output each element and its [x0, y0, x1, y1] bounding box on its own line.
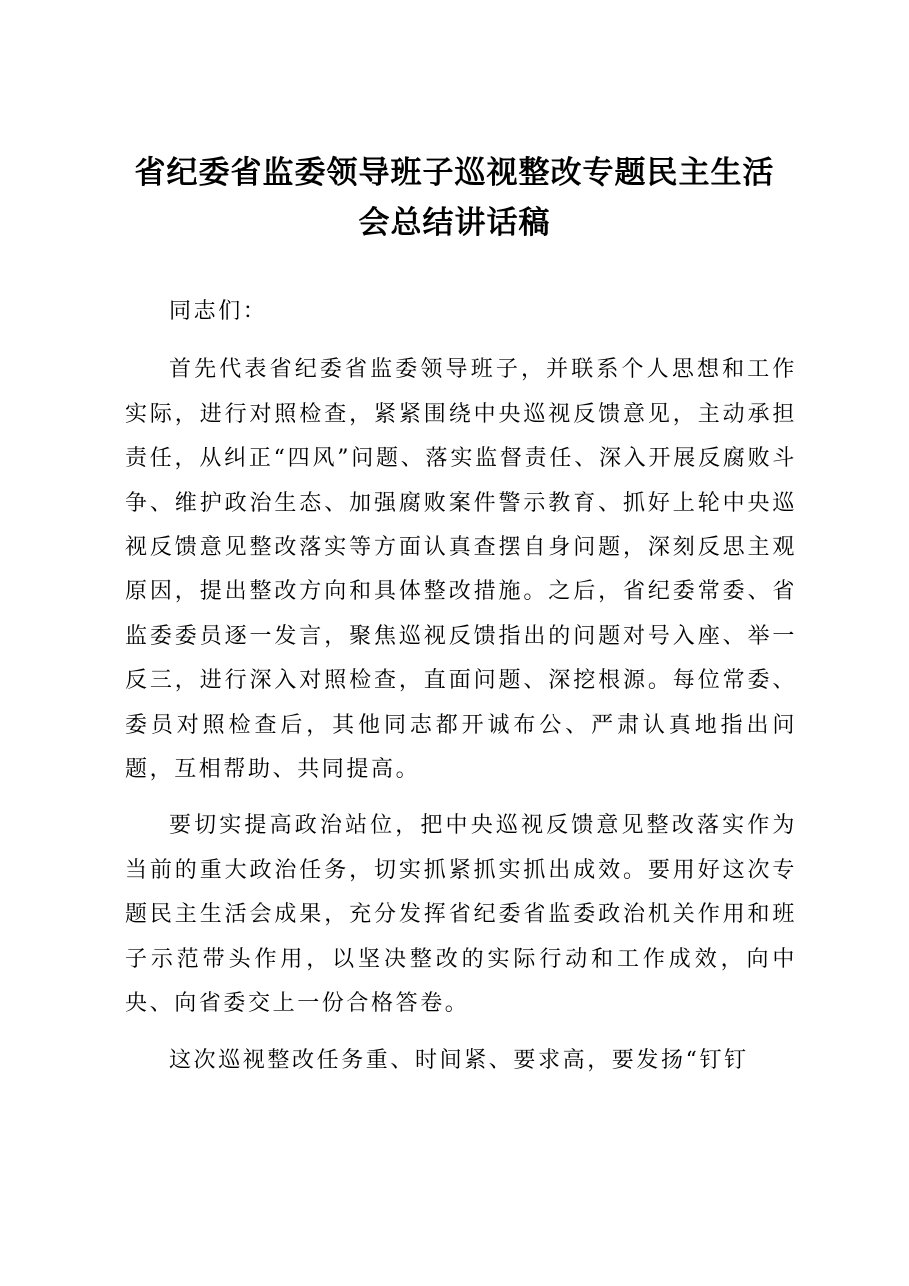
- document-title: 省纪委省监委领导班子巡视整改专题民主生活 会总结讲话稿: [134, 155, 775, 241]
- paragraph-1: 首先代表省纪委省监委领导班子，并联系个人思想和工作实际，进行对照检查，紧紧围绕中央巡视反馈意见，主动承担责任，从纠正“四风”问题、落实监督责任、深入开展反腐败斗争、维护政治生态、加强腐败案件警示教育、抓好上轮中央巡视反馈意见整改落实等方面认真查摆自身问题，深刻反思主观原因，提出整改方向和具体整改措施。之后，省纪委常委、省监委委员逐一发言，聚焦巡视反馈指出的问题对号入座、举一反三，进行深入对照检查，直面问题、深挖根源。每位常委、委员对照检查后，其他同志都开诚布公、严肃认真地指出问题，互相帮助、共同提高。: [125, 357, 797, 783]
- document-body: [125, 290, 797, 1095]
- paragraph-3: 这次巡视整改任务重、时间紧、要求高，要发扬“钉钉: [169, 1047, 749, 1073]
- paragraph-2: 要切实提高政治站位，把中央巡视反馈意见整改落实作为当前的重大政治任务，切实抓紧抓实抓出成效。要用好这次专题民主生活会成果，充分发挥省纪委省监委政治机关作用和班子示范带头作用，以坚决整改的实际行动和工作成效，向中央、向省委交上一份合格答卷。: [125, 813, 797, 1017]
- salutation: 同志们：: [169, 299, 268, 324]
